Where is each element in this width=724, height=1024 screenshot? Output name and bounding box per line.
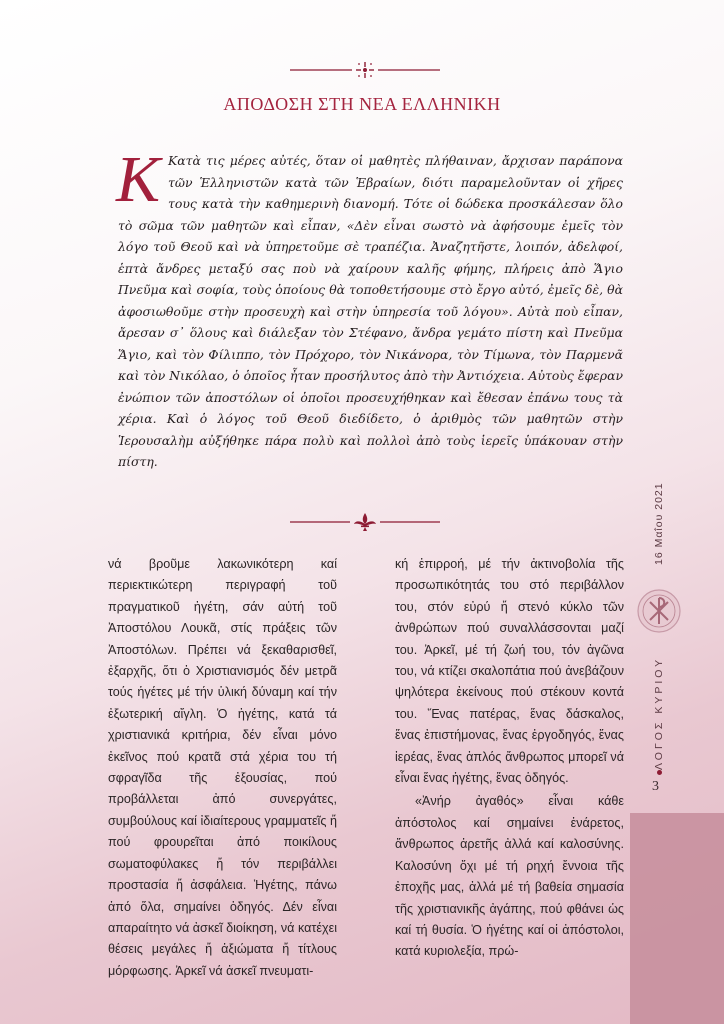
page-number: 3 [652, 779, 659, 794]
separator-dot [657, 770, 662, 775]
page-heading: ΑΠΟΔΟΣΗ ΣΤΗ ΝΕΑ ΕΛΛΗΝΙΚΗ [223, 94, 501, 114]
intro-text: Κατὰ τις μέρες αὐτές, ὅταν οἱ μαθητὲς πλήθαιναν, ἄρχισαν παράπονα τῶν Ἑλληνιστῶν κατὰ τῶν Ἑβραίων, διότι παραμελοῦνταν οἱ χῆρες τους κατὰ τὴν καθημερινὴ διανομή. Τότε οἱ δώδεκα προσκάλεσαν ὅλο τὸ σῶμα τῶν μαθητῶν καὶ εἶπαν, «Δὲν εἶναι σωστὸ νὰ ἀφήσουμε ἐμεῖς τὸν λόγο τοῦ Θεοῦ καὶ νὰ ὑπηρετοῦμε σὲ τραπέζια. Ἀναζητῆστε, λοιπόν, ἀδελφοί, ἑπτὰ ἄνδρες μεταξύ σας ποὺ νὰ χαίρουν καλῆς φήμης, πλήρεις ἀπὸ Ἅγιο Πνεῦμα καὶ σοφία, τοὺς ὁποίους θὰ τοποθετήσουμε στὸ ἔργο αὐτό, ἐμεῖς δὲ, θὰ ἀφοσιωθοῦμε στὴν προσευχὴ καὶ στὴν ὑπηρεσία τοῦ λόγου». Αὐτὰ ποὺ εἶπαν, ἄρεσαν σ᾽ ὅλους καὶ διάλεξαν τὸν Στέφανο, ἄνδρα γεμάτο πίστη καὶ Πνεῦμα Ἅγιο, καὶ τὸν Φίλιππο, τὸν Πρόχορο, τὸν Νικάνορα, τὸν Τίμωνα, τὸν Παρμενᾶ καὶ τὸν Νικόλαο, ὁ ὁποῖος ἦταν προσήλυτος ἀπὸ τὴν Ἀντιόχεια. Αὐτοὺς ἔφεραν ἐνώπιον τῶν ἀποστόλων οἱ ὁποῖοι προσευχήθηκαν καὶ ἔθεσαν ἐπάνω τους τὰ χέρια. Καὶ ὁ λόγος τοῦ Θεοῦ διεδίδετο, ὁ ἀριθμὸς τῶν μαθητῶν στὴν Ἱερουσαλὴμ αὐξήθηκε πάρα πολὺ καὶ πολλοὶ ἀπὸ τοὺς ἱερεῖς ὑπάκουαν στὴν πίστη. [118, 153, 623, 469]
drop-cap: Κ [116, 143, 161, 216]
column-right-paragraph-2: «Ἀνήρ ἀγαθός» εἶναι κάθε ἀπόστολος καί σημαίνει ἐνάρετος, ἄνθρωπος ἀρετῆς ἀλλά καί καλοσύνης. Καλοσύνη ὄχι μέ τή ρηχή ἔννοια τῆς ἐποχῆς μας, ἀλλά μέ τή βαθεία σημασία τῆς χριστιανικῆς ἀγάπης, πού φθάνει ὡς καί τή θυσία. Ὁ ἡγέτης καί οἱ ἀπόστολοι, κατά κυριολεξία, πρώ- [395, 794, 624, 959]
article-column-right [395, 554, 624, 963]
magazine-title: ΛΟΓΟΣ ΚΥΡΙΟΥ [653, 656, 665, 770]
column-left-text: νά βροῦμε λακωνικότερη καί περιεκτικώτερη περιγραφή τοῦ πραγματικοῦ ἡγέτη, σάν αὐτή τοῦ Ἀποστόλου Λουκᾶ, στίς πράξεις τῶν Ἀποστόλων. Πρέπει νά ξεκαθαρισθεῖ, ἐξαρχῆς, ὅτι ὁ Χριστιανισμός δέν μετρᾶ τούς ἡγέτες μέ τήν ὑλική δύναμη καί τήν ἐξωτερική αἴγλη. Ὁ ἡγέτης, κατά τά χριστιανικά κριτήρια, δέν εἶναι μόνο ἐκεῖνος πού κρατᾶ στά χέρια του τή σφραγῖδα τῆς ἐξουσίας, πού προβάλλεται ἀπό συνεργάτες, συμβούλους καί ἰδιαίτερους γραμματεῖς ἤ πού φρουρεῖται ἀπό ποικίλους σωματοφύλακες ἤ τόν περιβάλλει προστασία ἤ ἀσφάλεια. Ἡγέτης, πάνω ἀπό ὅλα, σημαίνει ὁδηγός. Δέν εἶναι απαραίτητο νά ἀσκεῖ διοίκηση, νά κατέχει θέσεις μεγάλες ἤ ἀξιώματα ἤ τίτλους μόρφωσης. Ἀρκεῖ νά ἀσκεῖ πνευματι- [108, 557, 337, 978]
chi-rho-seal-icon [636, 588, 682, 634]
decorative-block [630, 813, 724, 1024]
article-column-left [108, 554, 337, 982]
fleur-ornament [290, 512, 440, 532]
top-ornament [290, 62, 440, 78]
issue-date: 16 Μαΐου 2021 [653, 482, 665, 565]
column-right-paragraph-1: κή ἐπιρροή, μέ τήν ἀκτινοβολία τῆς προσωπικότητάς του στό περιβάλλον του, στόν εὐρύ ἤ στενό κύκλο τῶν ἀνθρώπων πού συναλλάσσονται μαζί του. Ἀρκεῖ, μέ τή ζωή του, τόν ἀγῶνα του, νά κτίζει σκαλοπάτια πού ἀνεβάζουν ψηλότερα ἐκείνους πού στέκουν κοντά του. Ἕνας πατέρας, ἕνας δάσκαλος, ἕνας ἐπιστήμονας, ἕνας ἐργοδηγός, ἕνας ἱερέας, ἕνας ἁπλός ἄνθρωπος μπορεῖ νά εἶναι ἕνας ἡγέτης, ἕνας ὁδηγός. [395, 557, 624, 786]
intro-passage [116, 143, 623, 473]
